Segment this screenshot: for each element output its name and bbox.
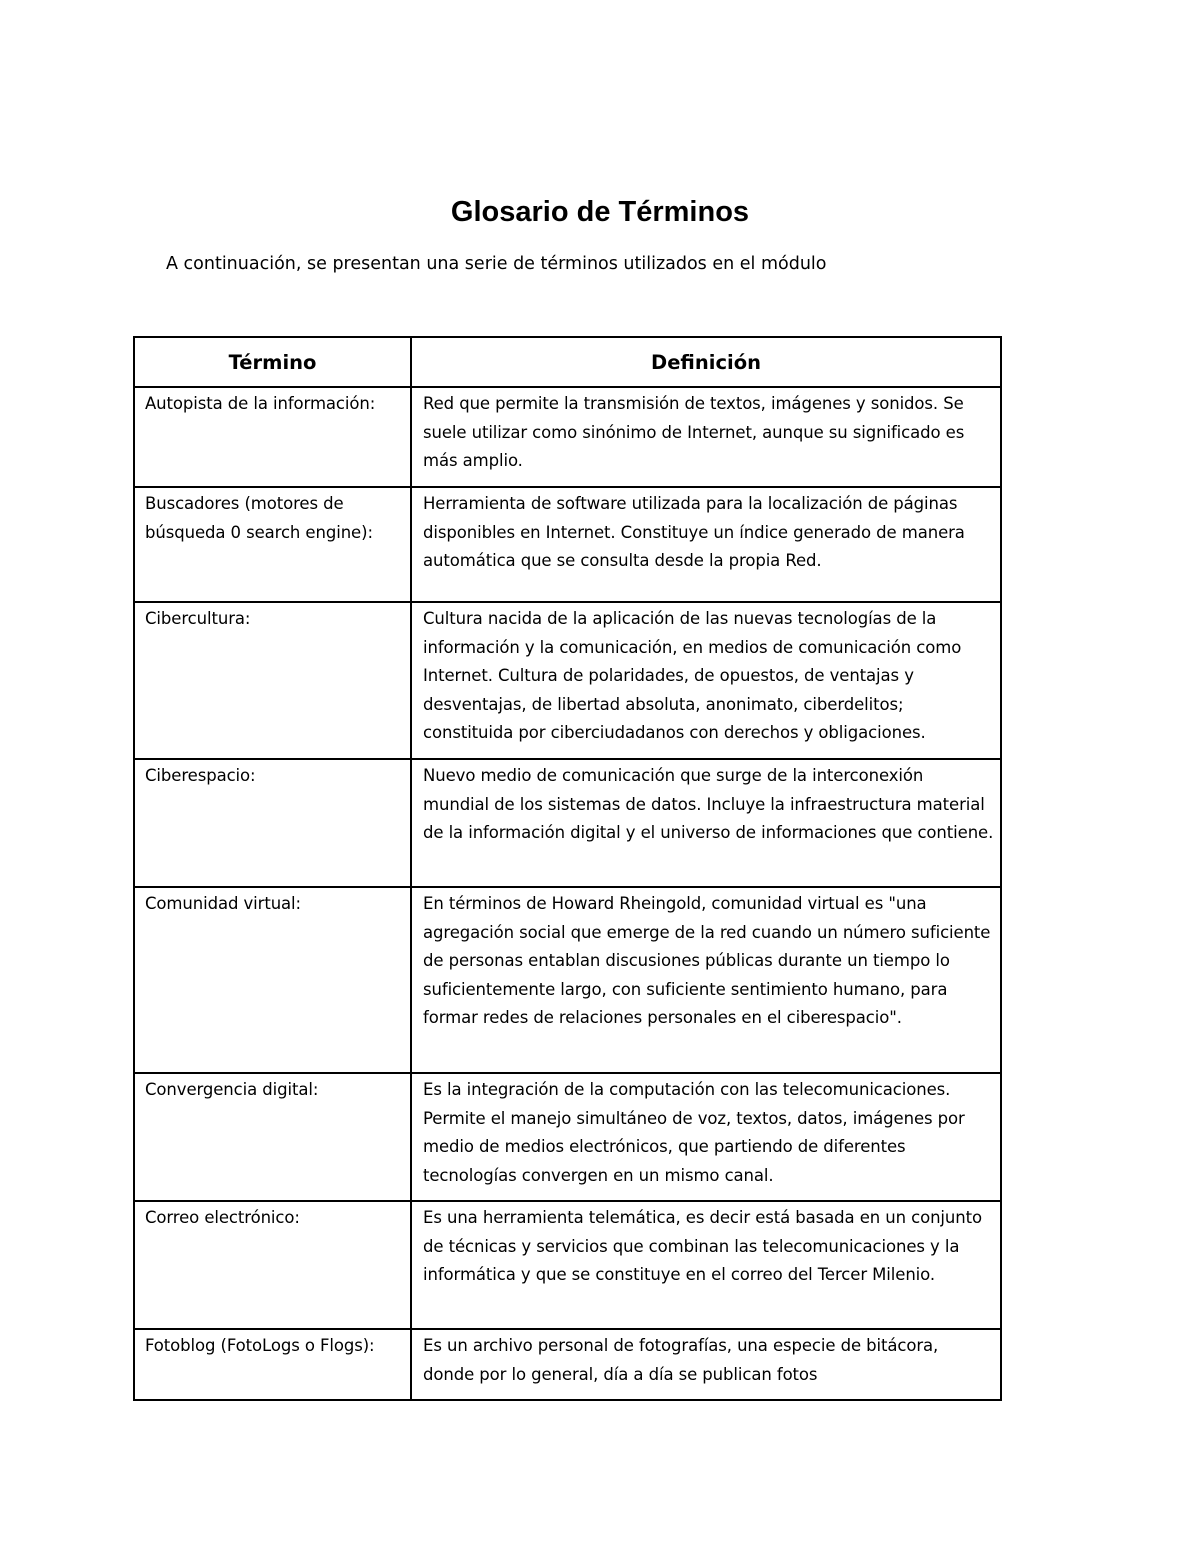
term-cell: Convergencia digital: — [134, 1073, 411, 1201]
term-cell: Ciberespacio: — [134, 759, 411, 887]
definition-cell: Nuevo medio de comunicación que surge de la interconexión mundial de los sistemas de datos. Incluye la infraestructura material de la información digital y el universo de informaciones que contiene. — [411, 759, 1001, 887]
term-cell: Comunidad virtual: — [134, 887, 411, 1073]
term-cell: Autopista de la información: — [134, 387, 411, 487]
header-term: Término — [134, 337, 411, 387]
header-definition: Definición — [411, 337, 1001, 387]
definition-cell: En términos de Howard Rheingold, comunidad virtual es "una agregación social que emerge de la red cuando un número suficiente de personas entablan discusiones públicas durante un tiempo lo suficientemente largo, con suficiente sentimiento humano, para formar redes de relaciones personales en el ciberespacio". — [411, 887, 1001, 1073]
table-row — [134, 1201, 1001, 1329]
definition-cell: Cultura nacida de la aplicación de las nuevas tecnologías de la información y la comunicación, en medios de comunicación como Internet. Cultura de polaridades, de opuestos, de ventajas y desventajas, de libertad absoluta, anonimato, ciberdelitos; constituida por ciberciudadanos con derechos y obligaciones. — [411, 602, 1001, 759]
table-row — [134, 487, 1001, 602]
definition-cell: Es la integración de la computación con las telecomunicaciones. Permite el manejo simultáneo de voz, textos, datos, imágenes por medio de medios electrónicos, que partiendo de diferentes tecnologías convergen en un mismo canal. — [411, 1073, 1001, 1201]
table-body — [134, 387, 1001, 1400]
table-row — [134, 387, 1001, 487]
definition-cell: Es un archivo personal de fotografías, una especie de bitácora, donde por lo general, día a día se publican fotos — [411, 1329, 1001, 1400]
table-row — [134, 759, 1001, 887]
definition-cell: Es una herramienta telemática, es decir está basada en un conjunto de técnicas y servicios que combinan las telecomunicaciones y la informática y que se constituye en el correo del Tercer Milenio. — [411, 1201, 1001, 1329]
term-cell: Buscadores (motores de búsqueda 0 search engine): — [134, 487, 411, 602]
term-cell: Fotoblog (FotoLogs o Flogs): — [134, 1329, 411, 1400]
table-row — [134, 602, 1001, 759]
table-row — [134, 1073, 1001, 1201]
glossary-table — [133, 336, 1002, 1401]
header-row — [134, 337, 1001, 387]
document-title: Glosario de Términos — [450, 196, 750, 228]
definition-cell: Herramienta de software utilizada para la localización de páginas disponibles en Internet. Constituye un índice generado de manera automática que se consulta desde la propia Red. — [411, 487, 1001, 602]
table-header — [134, 337, 1001, 387]
term-cell: Cibercultura: — [134, 602, 411, 759]
intro-paragraph: A continuación, se presentan una serie de términos utilizados en el módulo — [166, 254, 827, 274]
table-row — [134, 887, 1001, 1073]
definition-cell: Red que permite la transmisión de textos, imágenes y sonidos. Se suele utilizar como sinónimo de Internet, aunque su significado es más amplio. — [411, 387, 1001, 487]
table-row — [134, 1329, 1001, 1400]
term-cell: Correo electrónico: — [134, 1201, 411, 1329]
